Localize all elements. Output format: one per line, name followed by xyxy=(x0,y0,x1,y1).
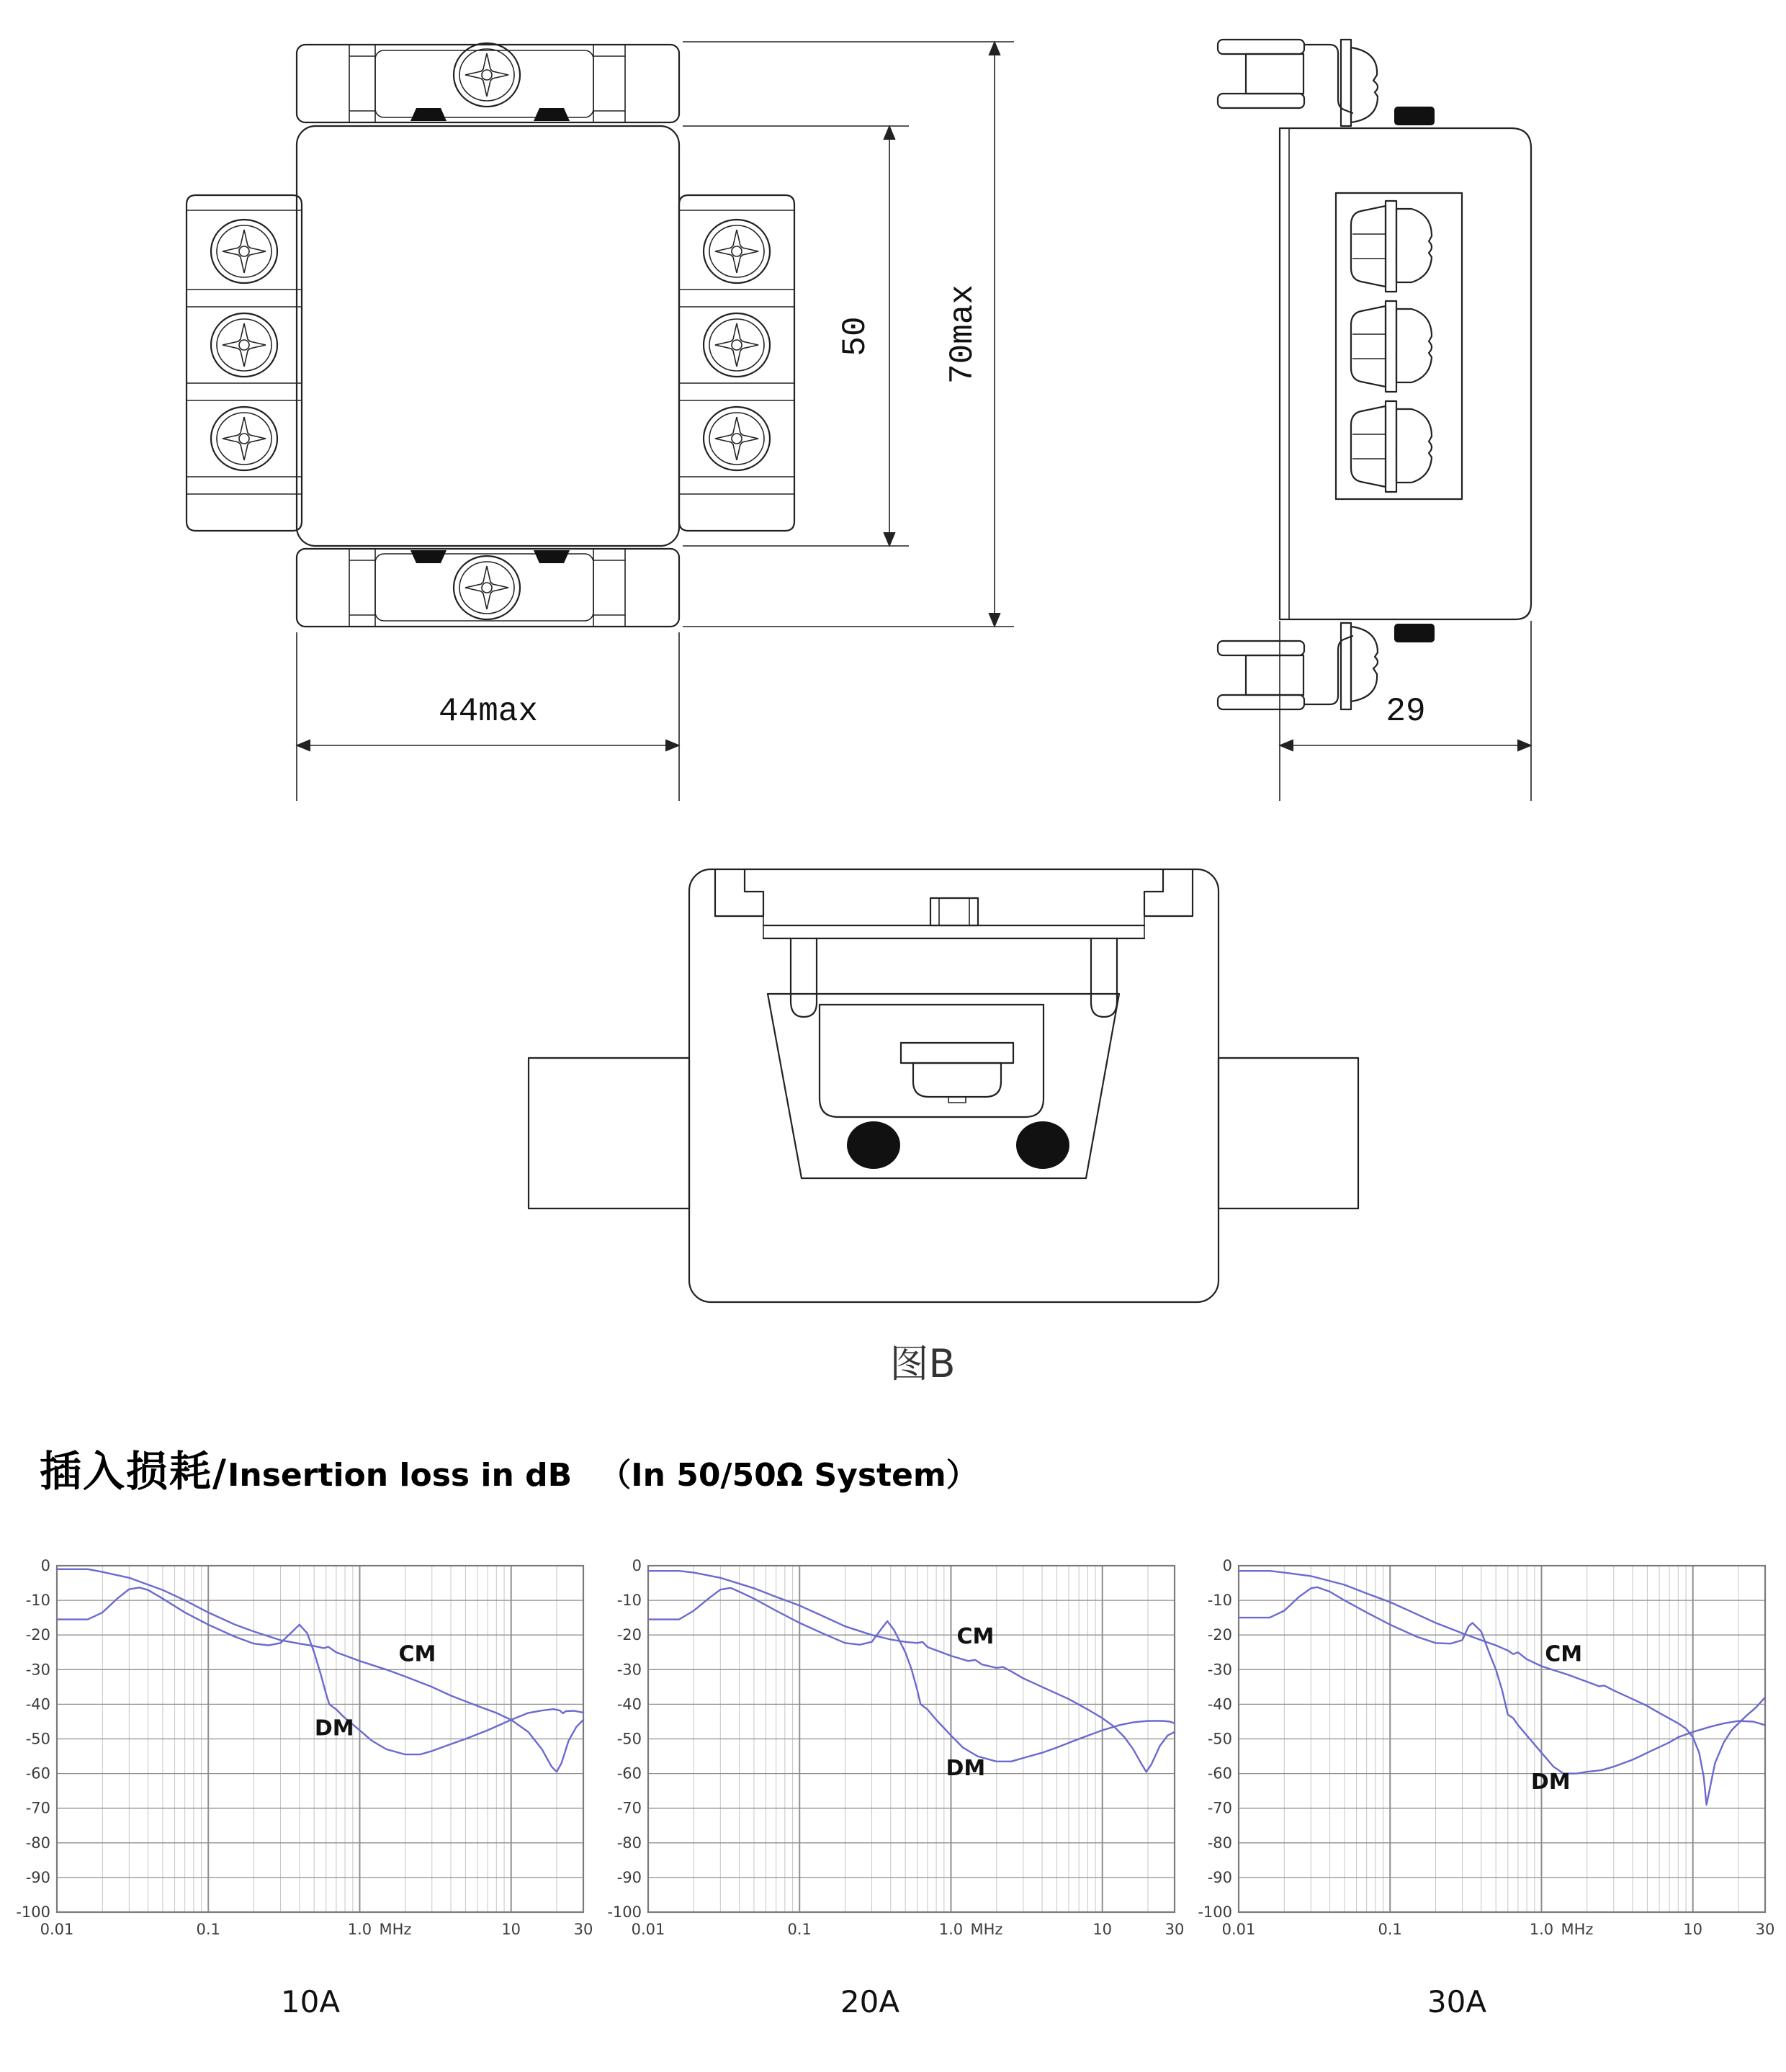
svg-text:-100: -100 xyxy=(1198,1903,1232,1921)
svg-text:-100: -100 xyxy=(16,1903,50,1921)
svg-text:30: 30 xyxy=(573,1921,593,1938)
chart-caption-30A: 30A xyxy=(1427,1984,1487,2019)
svg-text:1.0: 1.0 xyxy=(347,1921,372,1938)
right-wing xyxy=(1219,1058,1358,1208)
section-title-zh: 插入损耗 xyxy=(40,1447,213,1496)
insertion-loss-plot-20A xyxy=(607,1538,1185,1959)
svg-text:1.0: 1.0 xyxy=(938,1921,964,1938)
rubber-pad xyxy=(410,108,447,121)
svg-text:-60: -60 xyxy=(1207,1764,1232,1782)
dim-overall-width-label: 44max xyxy=(438,693,539,730)
terminal-recess xyxy=(1336,193,1462,499)
right-terminal-block xyxy=(679,195,794,531)
side-body xyxy=(1280,128,1531,619)
svg-text:-10: -10 xyxy=(616,1592,642,1610)
svg-text:-30: -30 xyxy=(616,1661,642,1679)
svg-text:-30: -30 xyxy=(25,1661,50,1679)
phillips-screw-icon xyxy=(704,407,770,470)
svg-text:10: 10 xyxy=(1683,1921,1703,1938)
bottom-body xyxy=(689,869,1219,1302)
svg-text:MHz: MHz xyxy=(970,1921,1003,1938)
phillips-screw-icon xyxy=(211,313,277,377)
left-wing xyxy=(529,1058,689,1208)
svg-text:0.01: 0.01 xyxy=(40,1921,74,1938)
chart-caption-10A: 10A xyxy=(280,1984,341,2019)
svg-text:0.1: 0.1 xyxy=(1378,1921,1402,1938)
svg-text:-70: -70 xyxy=(1207,1799,1232,1817)
wire-hole xyxy=(1016,1121,1069,1169)
series-label-CM: CM xyxy=(398,1641,436,1667)
front-view-drawing xyxy=(187,42,1014,801)
svg-text:-90: -90 xyxy=(616,1868,642,1886)
svg-text:-40: -40 xyxy=(616,1695,642,1713)
series-label-CM: CM xyxy=(1545,1641,1583,1667)
svg-text:30: 30 xyxy=(1165,1921,1185,1938)
series-label-CM: CM xyxy=(956,1624,995,1650)
svg-text:0.01: 0.01 xyxy=(631,1921,665,1938)
dim-body-height-label: 50 xyxy=(837,316,874,356)
svg-text:0: 0 xyxy=(40,1557,50,1574)
phillips-screw-icon xyxy=(454,556,520,619)
phillips-screw-icon xyxy=(704,313,770,377)
svg-text:-70: -70 xyxy=(25,1799,50,1817)
insertion-loss-plot-10A xyxy=(16,1538,593,1959)
series-label-DM: DM xyxy=(946,1756,986,1782)
svg-text:-70: -70 xyxy=(616,1799,642,1817)
phillips-screw-icon xyxy=(704,220,770,283)
svg-text:MHz: MHz xyxy=(1561,1921,1594,1938)
chart-10A xyxy=(16,1538,593,1959)
svg-text:-100: -100 xyxy=(607,1903,642,1921)
section-title-note: （In 50/50Ω System） xyxy=(599,1457,978,1494)
insertion-loss-plot-30A xyxy=(1198,1538,1775,1959)
rubber-pad xyxy=(410,550,447,563)
rubber-pad xyxy=(534,108,570,121)
bottom-clamp xyxy=(297,549,679,627)
rail-center-tab xyxy=(930,898,978,925)
svg-text:10: 10 xyxy=(501,1921,521,1938)
svg-text:-30: -30 xyxy=(1207,1661,1232,1679)
svg-text:-20: -20 xyxy=(1207,1626,1232,1644)
left-terminal-block xyxy=(187,195,302,531)
svg-text:-90: -90 xyxy=(25,1868,50,1886)
terminal-connector-icon xyxy=(1351,401,1432,492)
dimension-44max xyxy=(297,632,679,801)
section-title-en: Insertion loss in dB xyxy=(228,1457,573,1494)
bottom-view-drawing xyxy=(529,869,1358,1386)
series-label-DM: DM xyxy=(314,1716,354,1741)
rubber-pad xyxy=(534,550,570,563)
svg-text:0.01: 0.01 xyxy=(1221,1921,1256,1938)
din-rail-clip xyxy=(1218,40,1435,126)
series-label-DM: DM xyxy=(1530,1770,1571,1795)
dimension-29 xyxy=(1280,621,1531,801)
svg-text:-80: -80 xyxy=(616,1834,642,1852)
chart-20A xyxy=(607,1538,1185,1959)
svg-text:10: 10 xyxy=(1092,1921,1113,1938)
svg-text:-40: -40 xyxy=(25,1695,50,1713)
svg-text:-80: -80 xyxy=(1207,1834,1232,1852)
section-title-separator: / xyxy=(212,1452,227,1495)
svg-text:30: 30 xyxy=(1755,1921,1775,1938)
svg-text:0: 0 xyxy=(1222,1557,1232,1574)
phillips-screw-icon xyxy=(454,43,520,107)
svg-text:-40: -40 xyxy=(1207,1695,1232,1713)
svg-text:-50: -50 xyxy=(1207,1730,1232,1748)
svg-text:-90: -90 xyxy=(1207,1868,1232,1886)
svg-text:0.1: 0.1 xyxy=(196,1921,220,1938)
dim-overall-height-label: 70max xyxy=(944,284,982,385)
svg-text:-80: -80 xyxy=(25,1834,50,1852)
terminal-connector-icon xyxy=(1351,301,1432,392)
filter-body xyxy=(297,126,679,546)
svg-text:-60: -60 xyxy=(25,1764,50,1782)
svg-text:-10: -10 xyxy=(25,1592,50,1610)
chart-30A xyxy=(1198,1538,1775,1959)
svg-text:0.1: 0.1 xyxy=(787,1921,812,1938)
svg-text:0: 0 xyxy=(632,1557,642,1574)
figure-b-label: 图B xyxy=(889,1341,956,1386)
phillips-screw-icon xyxy=(211,220,277,283)
phillips-screw-icon xyxy=(211,407,277,470)
svg-text:-20: -20 xyxy=(25,1626,50,1644)
svg-text:-50: -50 xyxy=(616,1730,642,1748)
dim-depth-label: 29 xyxy=(1386,693,1426,730)
svg-text:1.0: 1.0 xyxy=(1529,1921,1554,1938)
dimension-50 xyxy=(683,126,909,546)
wire-hole xyxy=(847,1121,900,1169)
side-view-drawing xyxy=(1218,40,1531,801)
svg-text:-20: -20 xyxy=(616,1626,642,1644)
section-title xyxy=(40,1438,978,1498)
chart-caption-20A: 20A xyxy=(840,1984,900,2019)
svg-text:-50: -50 xyxy=(25,1730,50,1748)
svg-text:-10: -10 xyxy=(1207,1592,1232,1610)
svg-text:-60: -60 xyxy=(616,1764,642,1782)
top-clamp xyxy=(297,43,679,122)
svg-text:MHz: MHz xyxy=(379,1921,412,1938)
terminal-connector-icon xyxy=(1351,201,1432,292)
